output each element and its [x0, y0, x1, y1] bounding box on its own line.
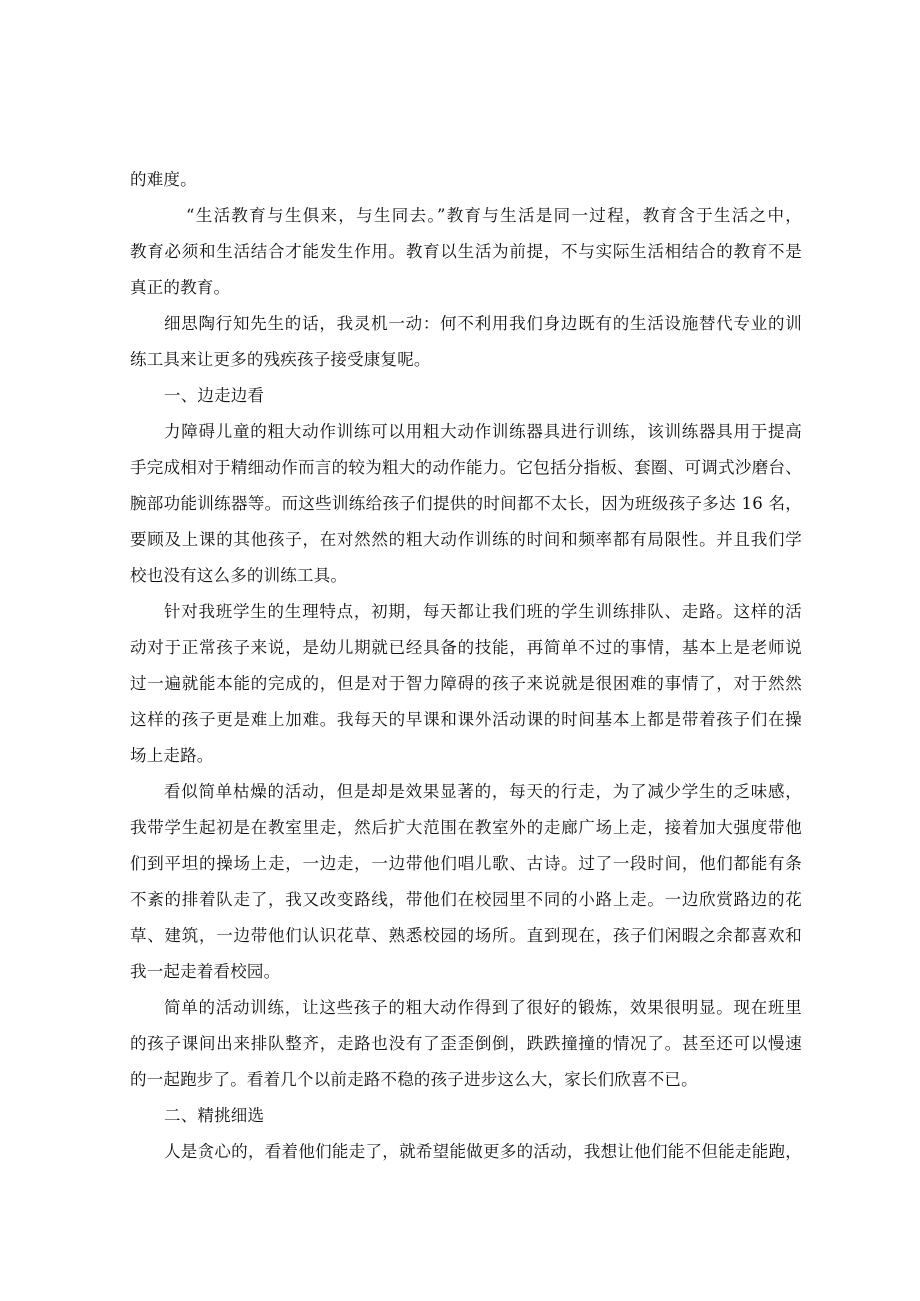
- section-heading: 一、边走边看: [164, 386, 265, 405]
- text-line: 我一起走着看校园。: [130, 962, 281, 981]
- text-line: 针对我班学生的生理特点，初期，每天都让我们班的学生训练排队、走路。这样的活: [164, 602, 802, 621]
- text-line: 我带学生起初是在教室里走，然后扩大范围在教室外的走廊广场上走，接着加大强度带他: [130, 818, 802, 837]
- text-line: 练工具来让更多的残疾孩子接受康复呢。: [130, 350, 431, 369]
- text-line: 教育必须和生活结合才能发生作用。教育以生活为前提，不与实际生活相结合的教育不是: [130, 242, 802, 261]
- text-line: 人是贪心的，看着他们能走了，就希望能做更多的活动，我想让他们能不但能走能跑，: [164, 1142, 802, 1161]
- text-line: 真正的教育。: [130, 278, 231, 297]
- text-line: 草、建筑，一边带他们认识花草、熟悉校园的场所。直到现在，孩子们闲暇之余都喜欢和: [130, 926, 802, 945]
- text-line: 校也没有这么多的训练工具。: [130, 566, 348, 585]
- text-line: “生活教育与生俱来，与生同去。”教育与生活是同一过程，教育含于生活之中，: [186, 206, 802, 225]
- text-line: 简单的活动训练，让这些孩子的粗大动作得到了很好的锻炼，效果很明显。现在班里: [164, 998, 802, 1017]
- text-line: 腕部功能训练器等。而这些训练给孩子们提供的时间都不太长，因为班级孩子多达 16 名，: [130, 494, 802, 513]
- text-line: 过一遍就能本能的完成的，但是对于智力障碍的孩子来说就是很困难的事情了，对于然然: [130, 674, 802, 693]
- text-line: 动对于正常孩子来说，是幼儿期就已经具备的技能，再简单不过的事情，基本上是老师说: [130, 638, 802, 657]
- section-heading: 二、精挑细选: [164, 1106, 265, 1125]
- text-line: 们到平坦的操场上走，一边走，一边带他们唱儿歌、古诗。过了一段时间，他们都能有条: [130, 854, 802, 873]
- text-line: 这样的孩子更是难上加难。我每天的早课和课外活动课的时间基本上都是带着孩子们在操: [130, 710, 802, 729]
- text-line: 力障碍儿童的粗大动作训练可以用粗大动作训练器具进行训练，该训练器具用于提高: [164, 422, 802, 441]
- text-line: 场上走路。: [130, 746, 214, 765]
- text-line: 手完成相对于精细动作而言的较为粗大的动作能力。它包括分指板、套圈、可调式沙磨台、: [130, 458, 802, 477]
- text-line: 不紊的排着队走了，我又改变路线，带他们在校园里不同的小路上走。一边欣赏路边的花: [130, 890, 802, 909]
- text-line: 要顾及上课的其他孩子，在对然然的粗大动作训练的时间和频率都有局限性。并且我们学: [130, 530, 802, 549]
- text-line: 的难度。: [130, 170, 197, 189]
- text-line: 细思陶行知先生的话，我灵机一动：何不利用我们身边既有的生活设施替代专业的训: [164, 314, 802, 333]
- text-line: 看似简单枯燥的活动，但是却是效果显著的，每天的行走，为了减少学生的乏味感，: [164, 782, 802, 801]
- text-line: 的一起跑步了。看着几个以前走路不稳的孩子进步这么大，家长们欣喜不已。: [130, 1070, 698, 1089]
- text-line: 的孩子课间出来排队整齐，走路也没有了歪歪倒倒，跌跌撞撞的情况了。甚至还可以慢速: [130, 1034, 802, 1053]
